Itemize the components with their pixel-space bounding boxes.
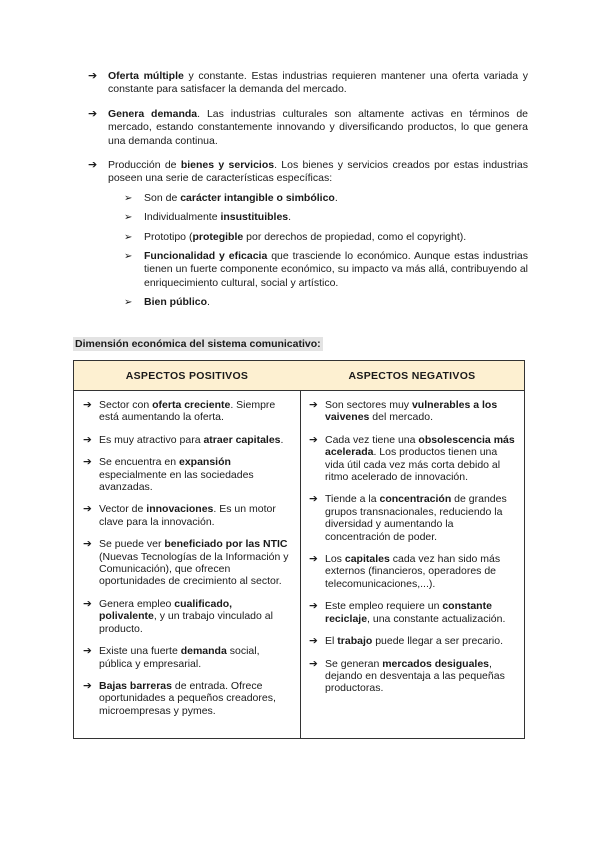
table-item	[309, 434, 516, 484]
table-item	[309, 600, 516, 625]
cell-bold: constante reciclaje	[325, 600, 492, 625]
arrow-right-icon: ➔	[88, 159, 98, 172]
section-title: Dimensión económica del sistema comunicativo:	[75, 338, 321, 350]
arrow-right-icon: ➔	[83, 456, 92, 469]
arrow-right-icon: ➔	[88, 107, 98, 120]
positive-cells	[74, 391, 300, 717]
cell-bold: capitales	[344, 553, 390, 566]
cell-text: Son sectores muy	[325, 399, 412, 411]
cell-bold: trabajo	[337, 635, 373, 648]
sub-list-item	[124, 231, 528, 244]
table-item	[83, 680, 292, 717]
table-item	[309, 553, 516, 590]
list-item-bold: Genera demanda	[108, 107, 198, 120]
cell-text: cada vez han sido más externos (financieros, operadores de telecomunicaciones,...).	[325, 553, 501, 590]
cell-bold: cualificado, polivalente	[99, 597, 233, 623]
sub-item-bold: protegible	[192, 230, 244, 243]
arrow-right-icon: ➔	[83, 503, 92, 516]
arrow-right-icon: ➔	[309, 433, 318, 446]
sub-item-bold: Bien público	[144, 296, 207, 309]
arrow-right-icon: ➔	[83, 538, 92, 551]
sub-item-text: Individualmente	[144, 211, 221, 224]
cell-text: Se generan	[325, 657, 383, 670]
cell-text: , una constante actualización.	[367, 612, 506, 625]
positive-header: ASPECTOS POSITIVOS	[74, 361, 300, 391]
cell-text: de grandes grupos transnacionales, reduciendo la diversidad y aumentando la concentración de poder.	[325, 493, 507, 543]
arrow-right-icon: ➔	[83, 597, 92, 610]
sub-item-text: Son de	[144, 191, 181, 204]
cell-bold: beneficiado por las NTIC	[164, 538, 288, 551]
cell-bold: oferta creciente	[152, 399, 231, 411]
list-item-bold: bienes y servicios	[180, 159, 275, 172]
arrowhead-icon: ➢	[124, 297, 133, 309]
sub-item-text: .	[207, 296, 210, 309]
cell-text: del mercado.	[369, 411, 433, 424]
arrowhead-icon: ➢	[124, 212, 133, 224]
negative-column	[300, 361, 524, 738]
cell-text: . Los productos tienen una vida útil cada vez más corta debido al ritmo acelerado de innovación.	[325, 446, 501, 484]
arrowhead-icon: ➢	[124, 251, 133, 263]
cell-text: . Es un motor clave para la innovación.	[99, 503, 276, 528]
arrow-right-icon: ➔	[88, 70, 98, 82]
sub-item-text: Prototipo (	[144, 230, 193, 243]
arrow-right-icon: ➔	[83, 433, 92, 446]
table-item	[309, 635, 516, 647]
arrow-right-icon: ➔	[309, 399, 318, 411]
sub-list-item	[124, 211, 528, 224]
features-list	[124, 192, 528, 310]
cell-text: . Siempre está aumentando la oferta.	[99, 399, 276, 424]
cell-text: Vector de	[99, 503, 147, 516]
list-item-text: . Los bienes y servicios creados por estas industrias poseen una serie de características específicas:	[108, 159, 528, 185]
table-item	[83, 645, 292, 670]
cell-text: Se encuentra en	[99, 456, 179, 469]
cell-text: El	[325, 635, 338, 648]
cell-text: Este empleo requiere un	[325, 600, 443, 613]
cell-text: Tiende a la	[325, 493, 380, 506]
cell-bold: demanda	[180, 645, 227, 658]
table-item	[83, 538, 292, 588]
table-item	[309, 399, 516, 424]
cell-text: de entrada. Ofrece oportunidades a pequeños creadores, microempresas y pymes.	[99, 679, 276, 717]
arrow-right-icon: ➔	[83, 645, 92, 658]
cell-text: Sector con	[99, 399, 153, 411]
arrowhead-icon: ➢	[124, 192, 133, 204]
table-item	[83, 503, 292, 528]
cell-text: Es muy atractivo para	[99, 433, 204, 446]
table-item	[83, 434, 292, 446]
arrow-right-icon: ➔	[83, 679, 92, 692]
table-item	[83, 598, 292, 635]
cell-text: Existe una fuerte	[99, 645, 181, 658]
negative-cells	[300, 391, 524, 695]
cell-bold: mercados desiguales	[382, 657, 490, 670]
sub-item-text: que trasciende lo económico. Aunque estas industrias tienen un fuerte componente económico, su impacto va más allá, contribuyendo al enriquecimiento cultural, social y artístico.	[144, 250, 528, 289]
cell-bold: vulnerables a los vaivenes	[325, 399, 498, 424]
sub-list-item	[124, 250, 528, 290]
cell-text: .	[280, 433, 284, 446]
cell-bold: innovaciones	[146, 503, 214, 516]
cell-text: especialmente en las sociedades avanzadas.	[99, 468, 254, 494]
list-item	[88, 70, 528, 97]
sub-item-text: por derechos de propiedad, como el copyright).	[243, 230, 467, 243]
cell-text: Se puede ver	[99, 538, 165, 551]
list-item-text: . Las industrias culturales son altamente activas en términos de mercado, estando constantemente innovando y diversificando productos, lo que genera una demanda continua.	[108, 107, 528, 147]
cell-text: Cada vez tiene una	[325, 433, 419, 446]
arrowhead-icon: ➢	[124, 231, 133, 243]
list-item-text: y constante. Estas industrias requieren mantener una oferta variada y constante para satisfacer la demanda del mercado.	[108, 70, 528, 96]
sub-item-text: .	[288, 211, 292, 224]
cell-text: Genera empleo	[99, 597, 175, 610]
sub-list-item	[124, 296, 528, 309]
cell-text: Los	[325, 553, 345, 566]
sub-item-bold: insustituibles	[220, 211, 289, 224]
cell-bold: obsolescencia más acelerada	[325, 433, 515, 459]
list-item	[88, 108, 528, 148]
aspects-table	[73, 360, 525, 739]
negative-header: ASPECTOS NEGATIVOS	[300, 361, 524, 391]
cell-text: (Nuevas Tecnologías de la Información y Comunicación), que ofrecen oportunidades de crecimiento al sector.	[99, 550, 289, 588]
cell-bold: Bajas barreras	[99, 679, 172, 692]
list-item-bold: Oferta múltiple	[108, 70, 184, 82]
cell-bold: expansión	[178, 456, 231, 469]
list-item	[88, 159, 528, 310]
list-item-text: Producción de	[108, 159, 181, 172]
positive-column	[74, 361, 301, 738]
arrow-right-icon: ➔	[309, 635, 318, 648]
table-item	[309, 658, 516, 695]
sub-list-item	[124, 192, 528, 205]
cell-text: social, pública y empresarial.	[99, 645, 260, 670]
arrow-right-icon: ➔	[309, 657, 318, 670]
table-item	[83, 456, 292, 493]
arrow-right-icon: ➔	[309, 493, 318, 506]
cell-bold: atraer capitales	[203, 433, 281, 446]
cell-text: , y un trabajo vinculado al producto.	[99, 610, 273, 635]
cell-bold: concentración	[379, 493, 452, 506]
arrow-right-icon: ➔	[309, 553, 318, 566]
sub-item-bold: Funcionalidad y eficacia	[144, 250, 268, 263]
arrow-right-icon: ➔	[309, 600, 318, 613]
table-item	[83, 399, 292, 424]
sub-item-text: .	[334, 191, 338, 204]
sub-item-bold: carácter intangible o simbólico	[180, 191, 335, 204]
cell-text: puede llegar a ser precario.	[372, 635, 504, 648]
cell-text: , dejando en desventaja a las pequeñas productoras.	[325, 657, 505, 695]
intro-list	[88, 70, 528, 321]
arrow-right-icon: ➔	[83, 399, 92, 411]
table-item	[309, 493, 516, 543]
